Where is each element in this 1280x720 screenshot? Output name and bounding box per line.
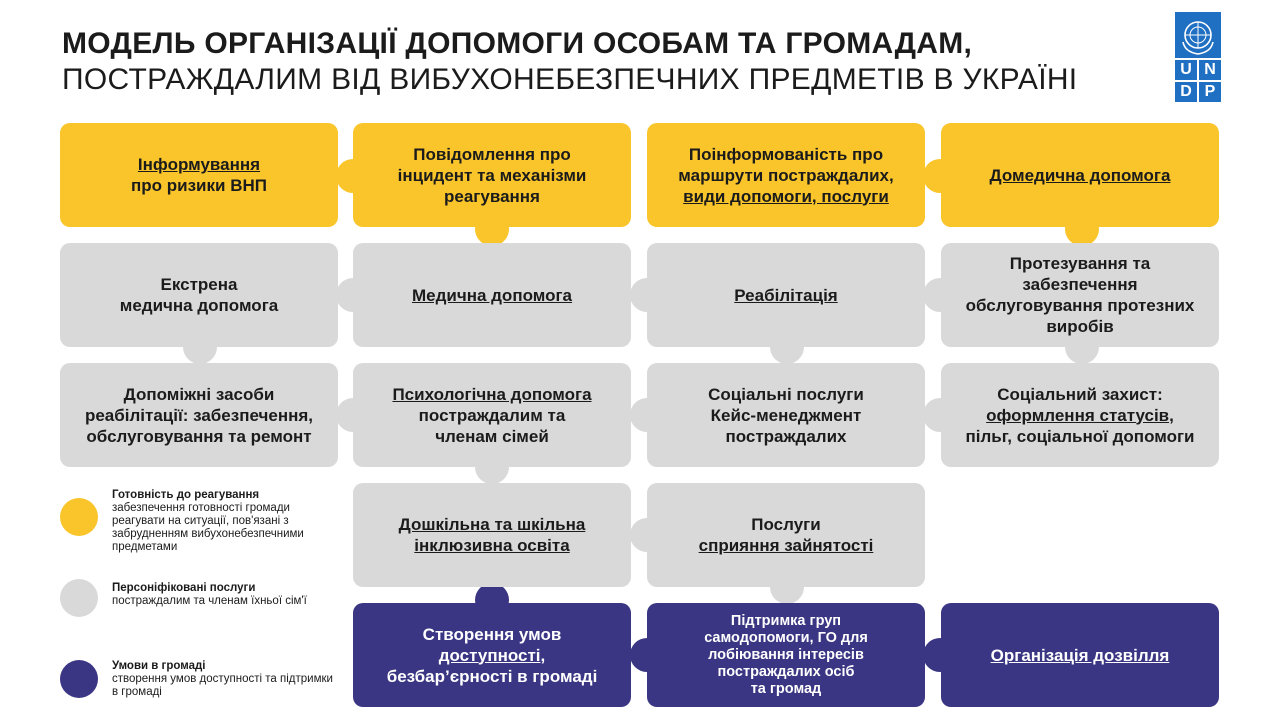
tile-line: Допоміжні засоби [123,384,275,404]
legend-title: Персоніфіковані послуги [112,582,256,594]
logo-letter: D [1175,82,1197,102]
legend-desc: постраждалим та членам їхньої сім'ї [112,595,307,607]
legend-item-readiness [112,489,342,554]
tile-line: Дошкільна та шкільна [398,515,586,534]
tile-line: Медична допомога [411,285,573,305]
tile-prosthetics [941,243,1219,347]
legend-item-community [112,660,342,699]
logo-letter: U [1175,60,1197,80]
tile-line: Протезування та [1009,254,1151,273]
tile-line: Домедична допомога [989,165,1171,185]
tile-line: Підтримка груп [730,612,842,629]
legend-item-personal [112,582,342,608]
tile-social-services [647,363,925,467]
tile-line: Послуги [751,515,821,534]
tile-inclusive-education [353,483,631,587]
title-line-2: ПОСТРАЖДАЛИМ ВІД ВИБУХОНЕБЕЗПЕЧНИХ ПРЕДМЕТІВ В УКРАЇНІ [62,63,1078,96]
tile-line: безбар’єрності в громаді [386,666,598,686]
tile-line: Екстрена [160,275,238,294]
legend-swatch-personal [60,579,98,617]
tile-self-help-groups [647,603,925,707]
legend-title: Готовність до реагування [112,489,260,501]
tile-line: доступності, [438,645,546,665]
tile-incident-reporting [353,123,631,227]
tile-line: сприяння зайнятості [698,536,874,555]
legend-desc: створення умов доступності та підтримки в громаді [112,673,333,698]
tile-line: реагування [444,186,540,206]
tile-line: оформлення статусів, [986,405,1174,425]
tile-line: Психологічна допомога [392,384,592,404]
tile-line: самодопомоги, ГО для [704,629,868,646]
legend-swatch-community [60,660,98,698]
tile-line: реабілітації: забезпечення, [84,405,314,425]
tile-accessibility [353,603,631,707]
tile-line: інцидент та механізми [397,165,587,185]
tile-line: постраждалим та [418,405,566,425]
tile-employment-services [647,483,925,587]
tile-line: медична допомога [119,296,279,315]
tile-line: Організація дозвілля [990,645,1170,665]
logo-letter: N [1199,60,1221,80]
legend-title: Умови в громаді [112,660,206,672]
tile-line: Створення умов [422,624,562,644]
tile-line: постраждалих [725,426,847,446]
tile-victim-routes-awareness [647,123,925,227]
tile-line: Інформування [137,155,261,174]
tile-line: види допомоги, послуги [683,186,889,206]
tile-line: постраждалих осіб [717,663,855,680]
tile-line: обслуговування протезних [965,296,1195,315]
tile-line: Реабілітація [734,285,838,305]
tile-line: Соціальний захист: [997,384,1163,404]
tile-leisure-organization [941,603,1219,707]
tile-first-aid [941,123,1219,227]
tile-social-protection [941,363,1219,467]
tile-medical-aid [353,243,631,347]
tile-line: маршрути постраждалих, [678,165,894,185]
legend-desc: забезпечення готовності громади реагувати на ситуації, пов'язані з забрудненням вибухонебезпечними предметами [112,502,304,553]
tile-psychological-aid [353,363,631,467]
tile-line: про ризики ВНП [131,176,267,195]
logo-letter: P [1199,82,1221,102]
tile-line: інклюзивна освіта [414,536,570,555]
tile-line: обслуговування та ремонт [86,426,312,446]
tile-emergency-medical-aid [60,243,338,347]
page-title [62,26,1077,98]
tile-line: Соціальні послуги [708,384,864,404]
undp-logo [1175,12,1221,102]
tile-line: Поінформованість про [688,144,884,164]
tile-rehabilitation [647,243,925,347]
tile-line: виробів [1046,317,1114,336]
legend-swatch-readiness [60,498,98,536]
tile-line: членам сімей [435,426,549,446]
un-emblem-icon [1175,12,1221,58]
tile-line: пільг, соціальної допомоги [965,426,1195,446]
tile-line: Повідомлення про [413,144,571,164]
tile-line: лобіювання інтересів [708,646,864,663]
tile-line: та громад [750,680,822,697]
title-line-1: МОДЕЛЬ ОРГАНІЗАЦІЇ ДОПОМОГИ ОСОБАМ ТА ГРОМАДАМ, [62,27,973,60]
tile-line: забезпечення [1022,275,1138,294]
tile-line: Кейс-менеджмент [710,405,862,425]
tile-assistive-devices [60,363,338,467]
tile-risk-information [60,123,338,227]
